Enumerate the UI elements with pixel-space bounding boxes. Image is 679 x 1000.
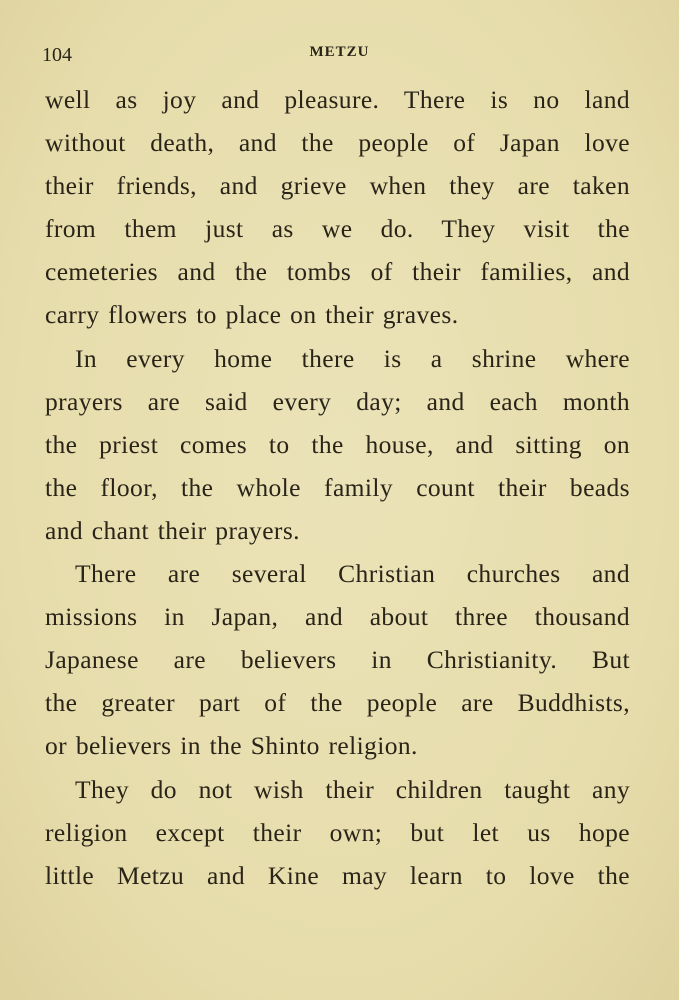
body-text	[45, 78, 630, 897]
page-number: 104	[42, 44, 72, 66]
text-line: without death, and the people of Japan love	[45, 128, 630, 158]
text-line: well as joy and pleasure. There is no land	[45, 85, 630, 114]
text-line: the greater part of the people are Buddhists,	[45, 688, 630, 718]
running-head: METZU	[309, 44, 370, 60]
text-line: the priest comes to the house, and sitting on	[45, 429, 630, 459]
text-line: or believers in the Shinto religion.	[45, 731, 418, 761]
text-line: missions in Japan, and about three thousand	[45, 602, 630, 632]
text-line: little Metzu and Kine may learn to love the	[45, 860, 630, 890]
text-line: There are several Christian churches and	[75, 559, 630, 589]
text-line: carry flowers to place on their graves.	[45, 300, 459, 330]
text-line: their friends, and grieve when they are taken	[45, 171, 630, 201]
text-line: the floor, the whole family count their beads	[45, 472, 630, 502]
text-line: and chant their prayers.	[45, 515, 300, 545]
text-line: prayers are said every day; and each month	[45, 386, 630, 416]
text-line: religion except their own; but let us hope	[45, 817, 630, 847]
text-line: from them just as we do. They visit the	[45, 214, 630, 244]
text-line: cemeteries and the tombs of their families, and	[45, 257, 630, 287]
text-line: They do not wish their children taught any	[75, 774, 630, 804]
text-line: Japanese are believers in Christianity. But	[45, 645, 630, 675]
text-line: In every home there is a shrine where	[75, 343, 630, 373]
